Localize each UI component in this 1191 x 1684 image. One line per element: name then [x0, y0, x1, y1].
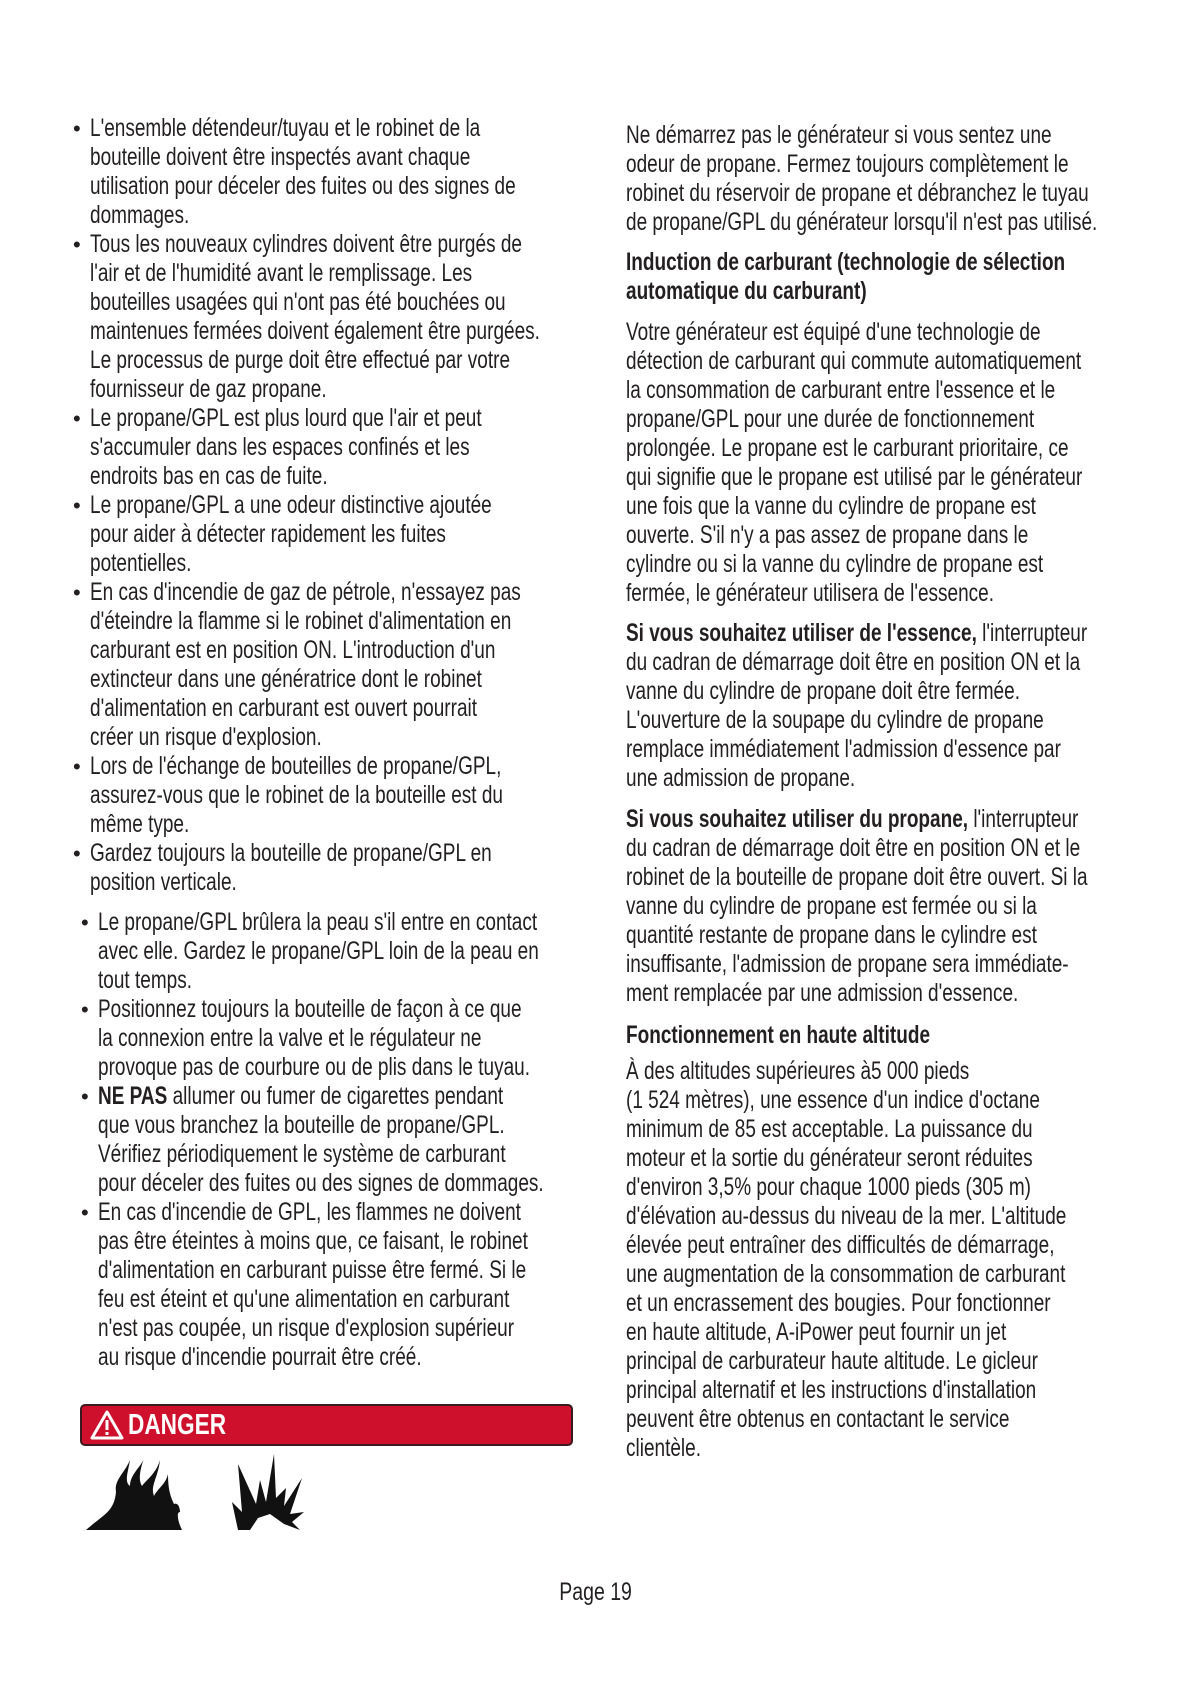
text-line — [98, 1198, 544, 1227]
text-line: Ne démarrez pas le générateur si vous sentez une — [626, 121, 1052, 149]
text-line: bouteille doivent être inspectés avant chaque — [90, 143, 471, 171]
paragraph-use-gasoline — [626, 619, 1191, 793]
text-line — [98, 1314, 544, 1343]
text-line — [98, 1140, 544, 1169]
line-text: d'alimentation en carburant puisse être fermé. Si le — [98, 1256, 527, 1284]
text-line — [98, 1285, 544, 1314]
list-item — [81, 908, 684, 995]
line-text: quantité restante de propane dans le cylindre est — [626, 921, 1037, 949]
text-line: élevée peut entraîner des difficultés de démarrage, — [626, 1231, 1055, 1259]
list-item — [73, 491, 682, 578]
text-line: Lors de l'échange de bouteilles de propane/GPL, — [90, 752, 502, 780]
text-line — [626, 735, 1087, 764]
text-line: d'éteindre la flamme si le robinet d'alimentation en — [90, 607, 512, 635]
bullet-icon: • — [73, 116, 81, 141]
text-line: fermée, le générateur utilisera de l'essence. — [626, 579, 995, 607]
text-line: Tous les nouveaux cylindres doivent être purgés de — [90, 230, 522, 258]
line-text: pas être éteintes à moins que, ce faisant, le robinet — [98, 1227, 528, 1255]
text-line — [98, 937, 544, 966]
text-line: Le propane/GPL est plus lourd que l'air et peut — [90, 404, 482, 432]
line-text: feu est éteint et qu'une alimentation en carburant — [98, 1285, 510, 1313]
text-line: d'alimentation en carburant est ouvert pourrait — [90, 694, 478, 722]
danger-label: DANGER — [128, 1409, 227, 1441]
text-line — [626, 764, 1087, 793]
line-text: n'est pas coupée, un risque d'explosion supérieur — [98, 1314, 515, 1342]
paragraph-high-altitude — [626, 1057, 1191, 1463]
text-line: Gardez toujours la bouteille de propane/GPL en — [90, 839, 492, 867]
text-line: L'ensemble détendeur/tuyau et le robinet de la — [90, 114, 481, 142]
text-line — [626, 834, 1088, 863]
text-line: Le propane/GPL a une odeur distinctive ajoutée — [90, 491, 492, 519]
bullet-list-propane-safety — [73, 114, 682, 897]
bullet-list-propane-handling — [81, 908, 684, 1372]
text-line — [98, 908, 544, 937]
list-item — [73, 404, 682, 491]
line-text: Positionnez toujours la bouteille de façon à ce que — [98, 995, 522, 1023]
text-line: une fois que la vanne du cylindre de propane est — [626, 492, 1036, 520]
heading-high-altitude — [626, 1021, 1026, 1050]
line-text: l'interrupteur — [968, 805, 1079, 833]
page-number: Page 19 — [559, 1578, 632, 1606]
text-line: position verticale. — [90, 868, 237, 896]
bullet-icon: • — [73, 232, 81, 257]
line-text: vanne du cylindre de propane est fermée ou si la — [626, 892, 1037, 920]
text-line — [626, 863, 1088, 892]
text-line: détection de carburant qui commute automatiquement — [626, 347, 1082, 375]
text-line: d'élévation au-dessus du niveau de la mer. L'altitude — [626, 1202, 1067, 1230]
text-line: ouverte. S'il n'y a pas assez de propane dans le — [626, 521, 1029, 549]
text-line: une augmentation de la consommation de carburant — [626, 1260, 1066, 1288]
bold-lead-text: NE PAS — [98, 1082, 168, 1110]
text-line: même type. — [90, 810, 190, 838]
fire-hazard-icon — [84, 1452, 194, 1532]
line-text: provoque pas de courbure ou de plis dans le tuyau. — [98, 1053, 531, 1081]
text-line: pour aider à détecter rapidement les fuites — [90, 520, 446, 548]
text-line: Fonctionnement en haute altitude — [626, 1021, 931, 1049]
text-line: d'environ 3,5% pour chaque 1000 pieds (305 m) — [626, 1173, 1032, 1201]
bullet-icon: • — [73, 406, 81, 431]
text-line: Votre générateur est équipé d'une technologie de — [626, 318, 1041, 346]
line-text: L'ouverture de la soupape du cylindre de propane — [626, 706, 1044, 734]
text-line: s'accumuler dans les espaces confinés et les — [90, 433, 470, 461]
text-line — [98, 1169, 544, 1198]
text-line — [98, 966, 544, 995]
text-line: de propane/GPL du générateur lorsqu'il n'est pas utilisé. — [626, 208, 1098, 236]
explosion-hazard-icon — [230, 1452, 310, 1532]
line-text: la connexion entre la valve et le régulateur ne — [98, 1024, 482, 1052]
text-line — [98, 1082, 544, 1111]
text-line: et un encrassement des bougies. Pour fonctionner — [626, 1289, 1051, 1317]
list-item — [73, 839, 682, 897]
line-text: au risque d'incendie pourrait être créé. — [98, 1343, 422, 1371]
line-text: tout temps. — [98, 966, 192, 994]
text-line — [626, 706, 1087, 735]
text-line: À des altitudes supérieures à5 000 pieds — [626, 1057, 970, 1085]
line-text: avec elle. Gardez le propane/GPL loin de la peau en — [98, 937, 539, 965]
text-line: assurez-vous que le robinet de la bouteille est du — [90, 781, 503, 809]
line-text: Vérifiez périodiquement le système de carburant — [98, 1140, 506, 1168]
text-line: automatique du carburant) — [626, 277, 867, 305]
line-text: En cas d'incendie de GPL, les flammes ne doivent — [98, 1198, 521, 1226]
text-line: (1 524 mètres), une essence d'un indice d'octane — [626, 1086, 1040, 1114]
text-line — [626, 805, 1088, 834]
text-line — [98, 1256, 544, 1285]
text-line — [626, 677, 1087, 706]
text-line: Le processus de purge doit être effectué par votre — [90, 346, 511, 374]
text-line — [98, 1053, 544, 1082]
bold-lead-text: Si vous souhaitez utiliser de l'essence, — [626, 619, 977, 647]
line-text: du cadran de démarrage doit être en position ON et le — [626, 834, 1081, 862]
text-line — [626, 619, 1087, 648]
bullet-icon: • — [81, 1084, 89, 1109]
text-line: minimum de 85 est acceptable. La puissance du — [626, 1115, 1033, 1143]
list-item — [73, 114, 682, 230]
text-line: peuvent être obtenus en contactant le service — [626, 1405, 1010, 1433]
bullet-icon: • — [73, 754, 81, 779]
text-line: robinet du réservoir de propane et débranchez le tuyau — [626, 179, 1089, 207]
text-line — [98, 1024, 544, 1053]
line-text: allumer ou fumer de cigarettes pendant — [167, 1082, 504, 1110]
text-line — [626, 648, 1087, 677]
text-line — [98, 1227, 544, 1256]
text-line: En cas d'incendie de gaz de pétrole, n'essayez pas — [90, 578, 521, 606]
text-line — [626, 892, 1088, 921]
paragraph-use-propane — [626, 805, 1191, 1008]
line-text: robinet de la bouteille de propane doit être ouvert. Si la — [626, 863, 1088, 891]
text-line: maintenues fermées doivent également être purgées. — [90, 317, 540, 345]
text-line: cylindre ou si la vanne du cylindre de propane est — [626, 550, 1044, 578]
list-item — [73, 578, 682, 752]
bullet-icon: • — [81, 910, 89, 935]
bullet-icon: • — [73, 493, 81, 518]
warning-triangle-icon — [90, 1410, 124, 1440]
bullet-icon: • — [73, 580, 81, 605]
text-line: Induction de carburant (technologie de sélection — [626, 248, 1066, 276]
line-text: ment remplacée par une admission d'essence. — [626, 979, 1019, 1007]
text-line: l'air et de l'humidité avant le remplissage. Les — [90, 259, 473, 287]
text-line — [98, 1343, 544, 1372]
text-line: odeur de propane. Fermez toujours complètement le — [626, 150, 1069, 178]
text-line — [626, 950, 1088, 979]
danger-banner — [80, 1404, 573, 1446]
list-item — [73, 752, 682, 839]
text-line — [626, 979, 1088, 1008]
text-line: utilisation pour déceler des fuites ou des signes de — [90, 172, 516, 200]
line-text: une admission de propane. — [626, 764, 856, 792]
text-line: propane/GPL pour une durée de fonctionnement — [626, 405, 1035, 433]
text-line: potentielles. — [90, 549, 192, 577]
list-item — [81, 1198, 684, 1372]
text-line: clientèle. — [626, 1434, 701, 1462]
line-text: remplace immédiatement l'admission d'essence par — [626, 735, 1061, 763]
paragraph-fuel-detection — [626, 318, 1191, 608]
bullet-icon: • — [81, 997, 89, 1022]
bullet-icon: • — [81, 1200, 89, 1225]
text-line: extincteur dans une génératrice dont le robinet — [90, 665, 482, 693]
line-text: du cadran de démarrage doit être en position ON et la — [626, 648, 1081, 676]
text-line — [98, 1111, 544, 1140]
text-line: prolongée. Le propane est le carburant prioritaire, ce — [626, 434, 1069, 462]
line-text: pour déceler des fuites ou des signes de dommages. — [98, 1169, 544, 1197]
line-text: vanne du cylindre de propane doit être fermée. — [626, 677, 1020, 705]
text-line: endroits bas en cas de fuite. — [90, 462, 328, 490]
list-item — [73, 230, 682, 404]
text-line: bouteilles usagées qui n'ont pas été bouchées ou — [90, 288, 506, 316]
text-line: en haute altitude, A-iPower peut fournir un jet — [626, 1318, 1007, 1346]
text-line: créer un risque d'explosion. — [90, 723, 322, 751]
text-line: carburant est en position ON. L'introduction d'un — [90, 636, 496, 664]
list-item — [81, 995, 684, 1082]
text-line: dommages. — [90, 201, 190, 229]
line-text: Le propane/GPL brûlera la peau s'il entre en contact — [98, 908, 538, 936]
text-line: principal alternatif et les instructions d'installation — [626, 1376, 1037, 1404]
list-item — [81, 1082, 684, 1198]
line-text: l'interrupteur — [976, 619, 1088, 647]
text-line — [98, 995, 544, 1024]
text-line: qui signifie que le propane est utilisé par le générateur — [626, 463, 1083, 491]
text-line — [626, 921, 1088, 950]
line-text: insuffisante, l'admission de propane sera immédiate- — [626, 950, 1069, 978]
text-line: moteur et la sortie du générateur seront réduites — [626, 1144, 1033, 1172]
heading-fuel-induction — [626, 248, 1191, 306]
paragraph-propane-smell — [626, 121, 1191, 237]
bold-lead-text: Si vous souhaitez utiliser du propane, — [626, 805, 969, 833]
text-line: fournisseur de gaz propane. — [90, 375, 327, 403]
line-text: que vous branchez la bouteille de propane/GPL. — [98, 1111, 505, 1139]
bullet-icon: • — [73, 841, 81, 866]
text-line: principal de carburateur haute altitude. Le gicleur — [626, 1347, 1038, 1375]
text-line: la consommation de carburant entre l'essence et le — [626, 376, 1056, 404]
